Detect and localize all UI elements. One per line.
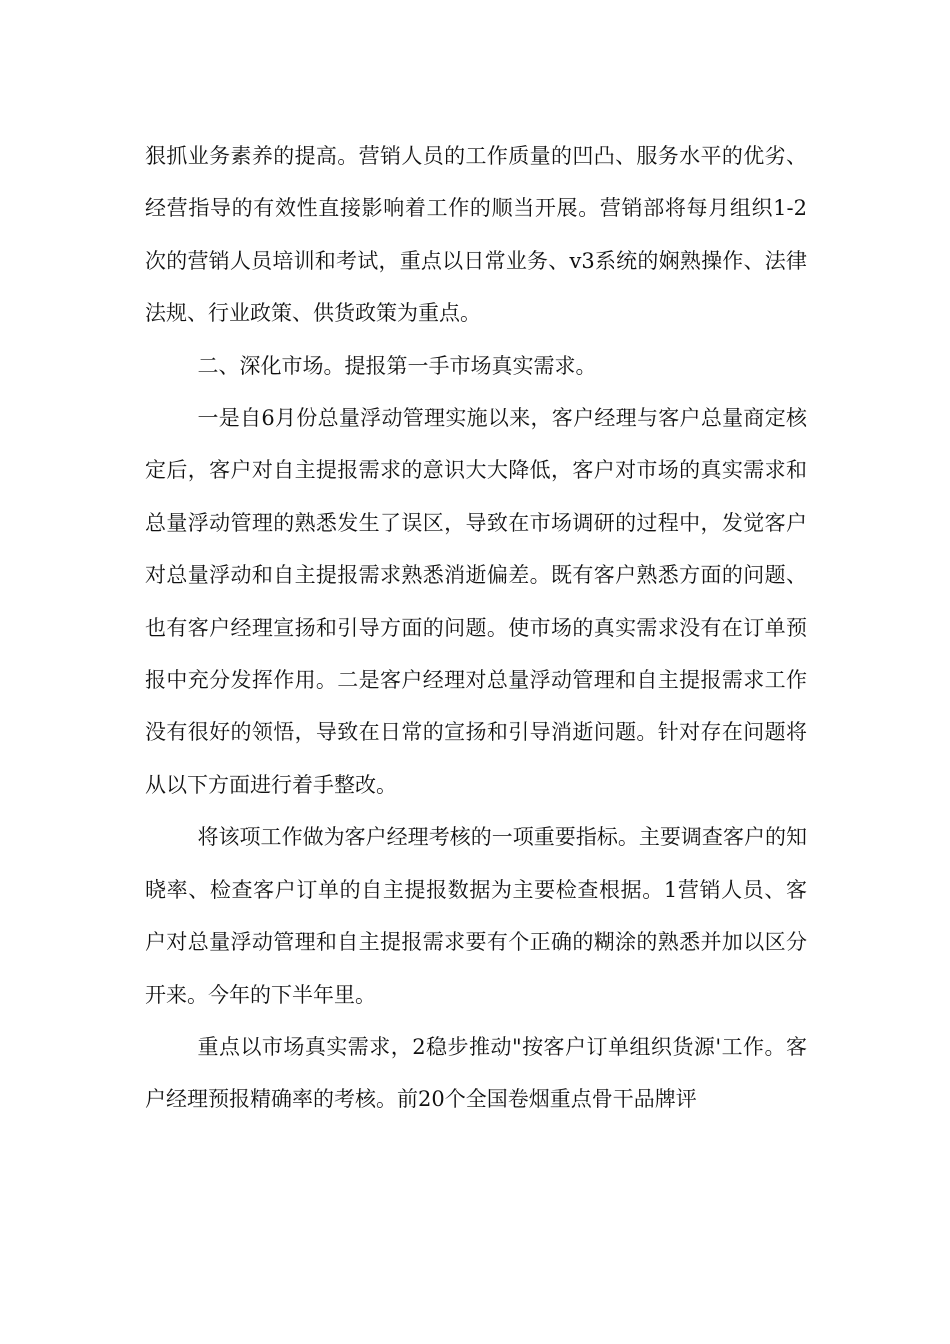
paragraph-order-based-supply: 重点以市场真实需求，2稳步推动"按客户订单组织货源'工作。客户经理预报精确率的考核。前20个全国卷烟重点骨干品牌评 <box>145 1034 807 1112</box>
paragraph-assessment-indicator: 将该项工作做为客户经理考核的一项重要指标。主要调查客户的知晓率、检查客户订单的自主提报数据为主要检查根据。1营销人员、客户对总量浮动管理和自主提报需求要有个正确的糊涂的熟悉并加以区分开来。今年的下半年里。 <box>145 825 807 1007</box>
paragraph-business-training: 狠抓业务素养的提高。营销人员的工作质量的凹凸、服务水平的优劣、经营指导的有效性直接影响着工作的顺当开展。营销部将每月组织1-2次的营销人员培训和考试，重点以日常业务、v3系统的娴熟操作、法律法规、行业政策、供货政策为重点。 <box>145 144 807 326</box>
document-body <box>145 130 807 1126</box>
paragraph-floating-management: 一是自6月份总量浮动管理实施以来，客户经理与客户总量商定核定后，客户对自主提报需求的意识大大降低，客户对市场的真实需求和总量浮动管理的熟悉发生了误区，导致在市场调研的过程中，发觉客户对总量浮动和自主提报需求熟悉消逝偏差。既有客户熟悉方面的问题、也有客户经理宣扬和引导方面的问题。使市场的真实需求没有在订单预报中充分发挥作用。二是客户经理对总量浮动管理和自主提报需求工作没有很好的领悟，导致在日常的宣扬和引导消逝问题。针对存在问题将从以下方面进行着手整改。 <box>145 406 807 797</box>
section-heading-deepen-market: 二、深化市场。提报第一手市场真实需求。 <box>197 353 597 378</box>
